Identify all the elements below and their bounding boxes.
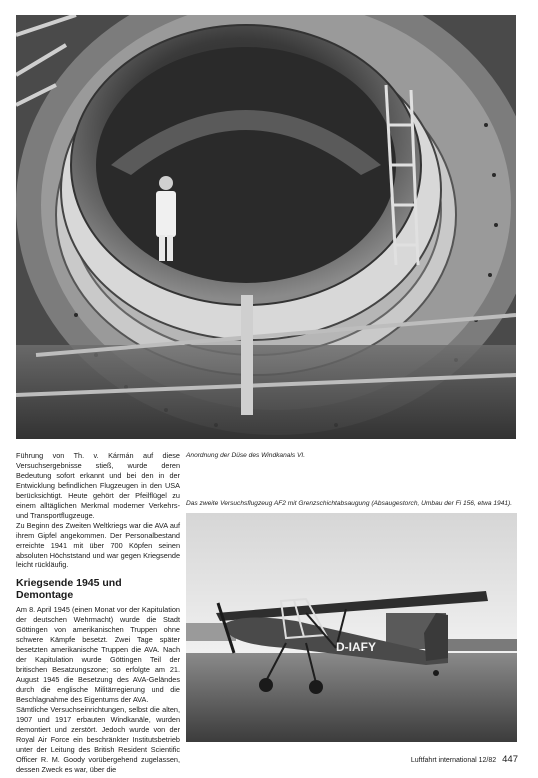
- paragraph: Zu Beginn des Zweiten Weltkriegs war die AVA auf ihrem Gipfel angekommen. Der Personalbestand erreichte 1941 mit über 700 Köpfen seinen absoluten Höchststand und war gegen Kriegsende leicht rückläufig.: [16, 520, 180, 570]
- paragraph: Am 8. April 1945 (einen Monat vor der Kapitulation der deutschen Wehrmacht) wurde die Stadt Göttingen von amerikanischen Truppen ohne schwere Kämpfe besetzt. Zwei Tage später besetzten amerikanische Truppen die AVA. Nach der Kapitulation wurde Göttingen Teil der britischen Besatzungszone; so erfolgte am 21. August 1945 die Besetzung des AVA-Geländes durch die englische Militärregierung und die Beschlagnahme des Eigentums der AVA.: [16, 605, 180, 705]
- section-heading: Kriegsende 1945 und Demontage: [16, 577, 122, 602]
- page-number: 447: [502, 754, 518, 765]
- article-text-column: [16, 451, 180, 775]
- aircraft-registration: D-IAFY: [336, 640, 376, 654]
- photo-caption-bottom: Das zweite Versuchsflugzeug AF2 mit Grenzschichtabsaugung (Absaugestorch, Umbau der Fi 156, etwa 1941).: [186, 500, 513, 507]
- journal-name: Luftfahrt international 12/82: [410, 757, 497, 764]
- wind-tunnel-nozzle-photo: [16, 15, 516, 439]
- paragraph: Führung von Th. v. Kármán auf diese Versuchsergebnisse stieß, wurde deren Bedeutung sofort erkannt und bei den in der Entwicklung befindlichen Flugzeugen in den USA berücksichtigt. Heute gehört der Pfeilflügel zu einem alltäglichen Merkmal moderner Verkehrs- und Transportflugzeuge.: [16, 451, 180, 520]
- photo-caption-top: Anordnung der Düse des Windkanals VI.: [186, 452, 306, 459]
- page-footer: [411, 754, 518, 765]
- aircraft-photo: [186, 513, 517, 742]
- paragraph: Sämtliche Versuchseinrichtungen, selbst die alten, 1907 und 1917 erbauten Windkanäle, wurden demontiert und zerstört. Jedoch wurde von der Royal Air Force ein beschränkter Institutsbetrieb unter der Leitung des British Resident Scientific Officer R. M. Goody vorübergehend zugelassen, dessen Zweck es war, über die: [16, 704, 180, 774]
